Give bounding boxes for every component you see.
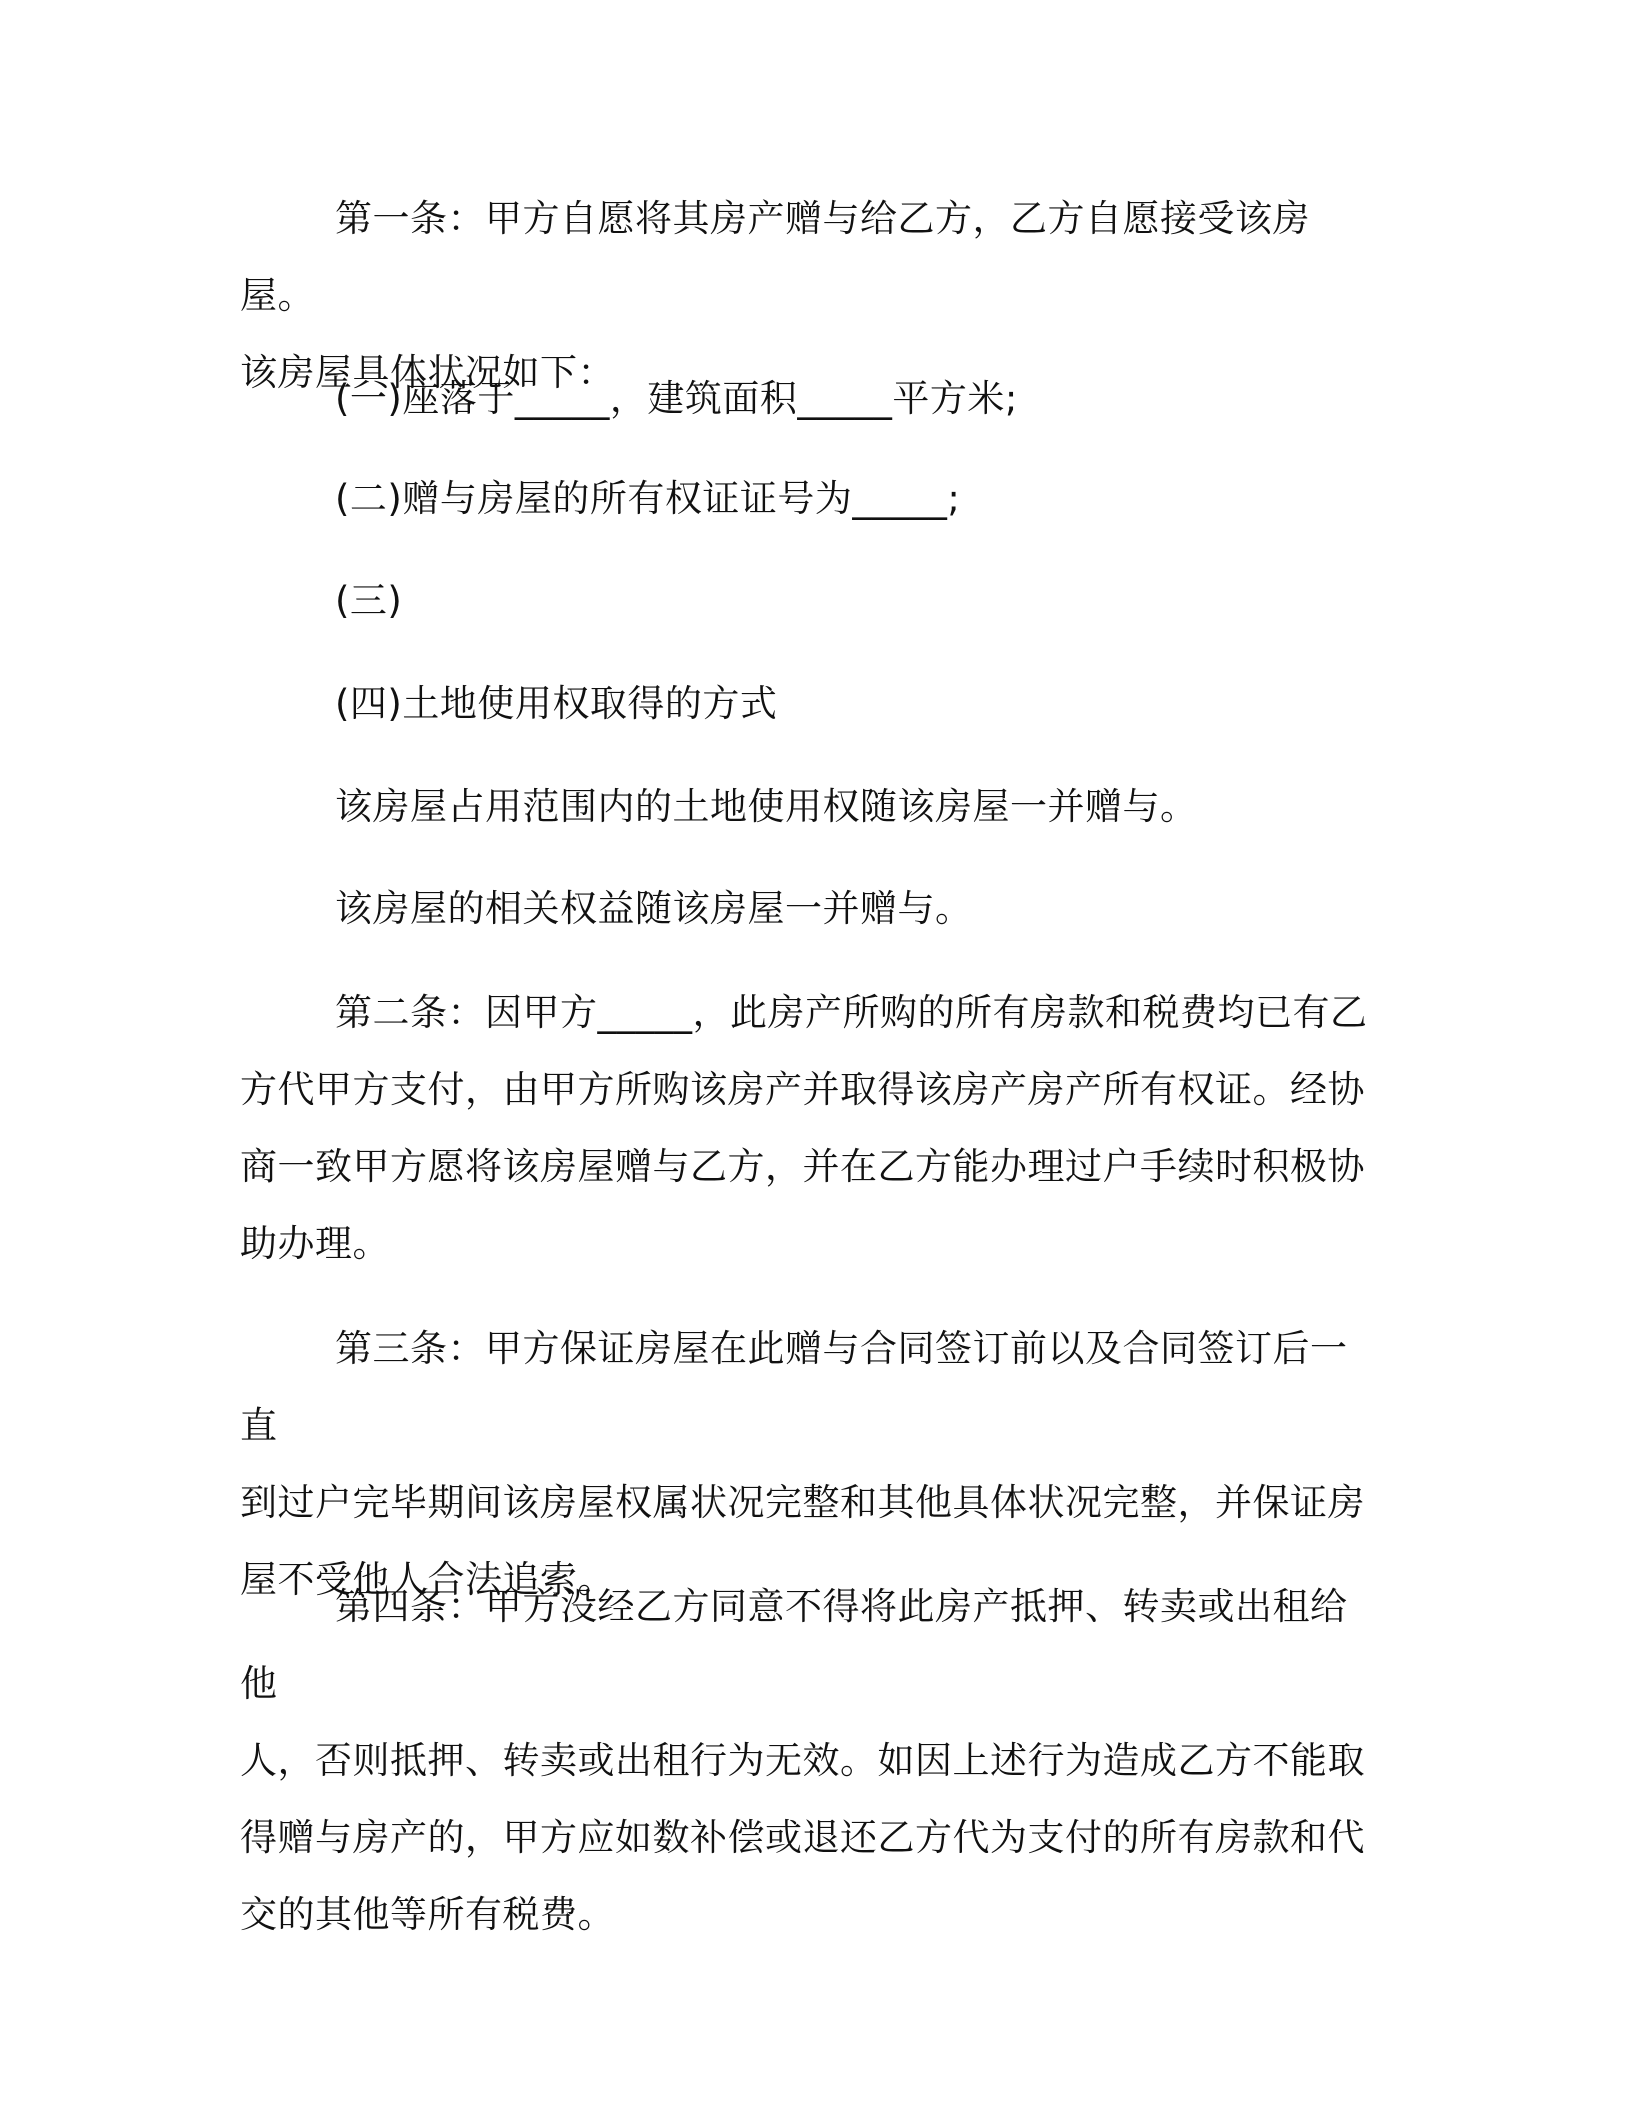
note-2 xyxy=(240,870,1380,947)
article-4-line-1: 第四条：甲方没经乙方同意不得将此房产抵押、转卖或出租给他 xyxy=(240,1585,1348,1705)
article-2-line-4: 助办理。 xyxy=(240,1222,390,1265)
item-1 xyxy=(240,360,1380,437)
article-1-line-2: 该房屋具体状况如下： xyxy=(240,351,615,394)
note-1 xyxy=(240,768,1380,845)
article-2 xyxy=(240,974,1380,1282)
item-2-text: (二)赠与房屋的所有权证证号为_____; xyxy=(335,477,961,520)
article-2-line-1: 第二条：因甲方_____，此房产所购的所有房款和税费均已有乙 xyxy=(335,991,1368,1034)
article-2-line-2: 方代甲方支付，由甲方所购该房产并取得该房产房产所有权证。经协 xyxy=(240,1068,1365,1111)
item-3-text: (三) xyxy=(335,579,403,622)
article-4-line-2: 人，否则抵押、转卖或出租行为无效。如因上述行为造成乙方不能取 xyxy=(240,1739,1365,1782)
item-4-text: (四)土地使用权取得的方式 xyxy=(335,682,778,725)
article-4-line-3: 得赠与房产的，甲方应如数补偿或退还乙方代为支付的所有房款和代 xyxy=(240,1816,1365,1859)
article-4-line-4: 交的其他等所有税费。 xyxy=(240,1893,615,1936)
article-3-line-3: 屋不受他人合法追索。 xyxy=(240,1558,615,1601)
article-2-line-3: 商一致甲方愿将该房屋赠与乙方，并在乙方能办理过户手续时积极协 xyxy=(240,1145,1365,1188)
item-2 xyxy=(240,460,1380,537)
article-1-line-1: 第一条：甲方自愿将其房产赠与给乙方，乙方自愿接受该房屋。 xyxy=(240,197,1310,317)
item-1-text: (一)座落于_____，建筑面积_____平方米; xyxy=(335,377,1018,420)
article-3-line-2: 到过户完毕期间该房屋权属状况完整和其他具体状况完整，并保证房 xyxy=(240,1481,1365,1524)
article-3-line-1: 第三条：甲方保证房屋在此赠与合同签订前以及合同签订后一直 xyxy=(240,1327,1348,1447)
item-4 xyxy=(240,665,1380,742)
note-2-text: 该房屋的相关权益随该房屋一并赠与。 xyxy=(335,887,973,930)
article-4 xyxy=(240,1568,1380,1953)
note-1-text: 该房屋占用范围内的土地使用权随该房屋一并赠与。 xyxy=(335,785,1198,828)
item-3 xyxy=(240,562,1380,639)
